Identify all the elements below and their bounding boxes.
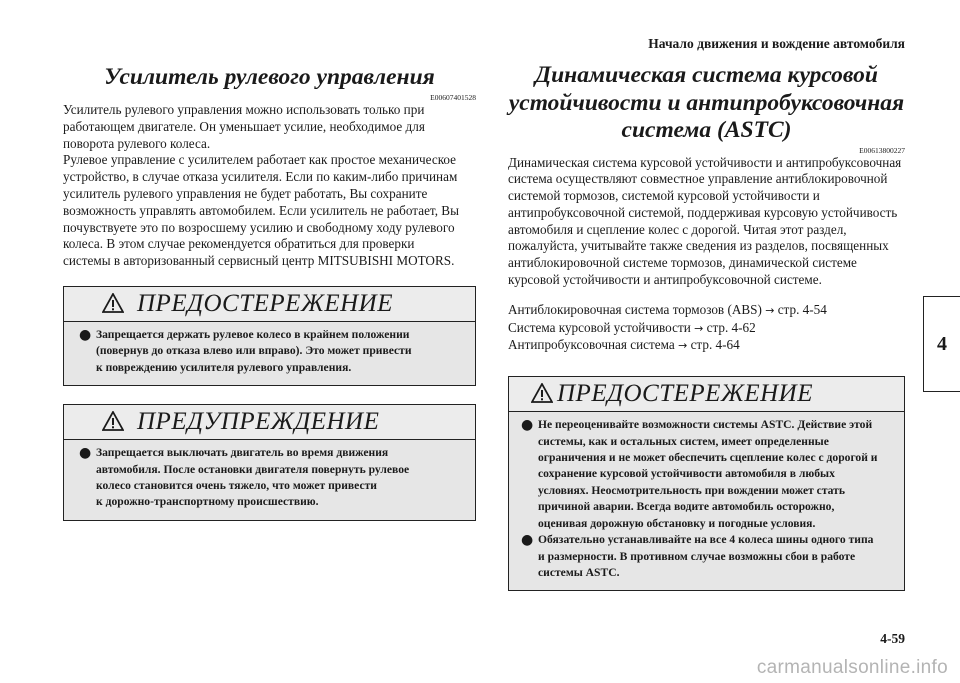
astc-paragraph-1: Динамическая система курсовой устойчивости и антипробуксовочная система осуществляют совместное управление антиблокировочной системой тормозов, системой курсовой устойчивости и антипробуксовочной системой, поддерживая курсовую устойчивость автомобиля и сцепление колес с дорогой. Читая этот раздел, пожалуйста, учитывайте также сведения из разделов, посвященных антиблокировочной системе тормозов, динамической системе курсовой устойчивости и антипробуксовочной системе.	[508, 154, 902, 288]
warning-item-text: Обязательно устанавливайте на все 4 колеса шины одного типа и размерности. В противном случае возможны сбои в работе системы ASTC.	[538, 533, 874, 579]
reference-stability[interactable]: Система курсовой устойчивости → стр. 4-62	[508, 319, 756, 335]
warning-box-body	[64, 322, 475, 385]
warning-box-label: ПРЕДОСТЕРЕЖЕНИЕ	[557, 380, 813, 408]
warning-item	[521, 417, 898, 532]
watermark: carmanualsonline.info	[756, 657, 948, 678]
bullet-icon: ●	[79, 445, 92, 462]
astc-code: E00613800227	[859, 145, 905, 155]
warning-item-text: Не переоценивайте возможности системы ASTC. Действие этой системы, как и остальных систем, имеет определенные ограничения и не может обеспечить сцепление колес с дорогой и сохранение курсовой устойчивости автомобиля в любых условиях. Неосмотрительность при вождении может стать причиной аварии. Всегда водите автомобиль осторожно, оценивая дорожную обстановку и погодные условия.	[538, 418, 878, 530]
astc-section	[508, 62, 905, 591]
chapter-tab[interactable]: 4	[923, 296, 960, 392]
astc-warning-box	[508, 376, 905, 591]
warning-item-text: Запрещается держать рулевое колесо в крайнем положении (повернув до отказа влево или вправо). Это может привести к повреждению усилителя рулевого управления.	[96, 327, 412, 374]
warning-item	[521, 532, 898, 581]
arrow-right-icon: →	[694, 321, 704, 335]
page-number: 4-59	[880, 631, 905, 646]
warning-triangle-icon	[102, 411, 124, 431]
arrow-right-icon: →	[765, 303, 775, 317]
power-steering-paragraph-1: Усилитель рулевого управления можно использовать только при работающем двигателе. Он уменьшает усилие, необходимое для поворота рулевого колеса.	[63, 102, 425, 151]
power-steering-caution-box	[63, 404, 476, 521]
reference-abs[interactable]: Антиблокировочная система тормозов (ABS) → стр. 4-54	[508, 301, 827, 317]
warning-item	[79, 327, 465, 376]
power-steering-section	[63, 62, 476, 521]
warning-box-header	[509, 377, 904, 412]
bullet-icon: ●	[79, 326, 92, 343]
page-header: Начало движения и вождение автомобиля	[648, 36, 905, 51]
bullet-icon: ●	[521, 417, 534, 434]
reference-traction[interactable]: Антипробуксовочная система → стр. 4-64	[508, 337, 740, 353]
caution-box-header	[64, 405, 475, 440]
arrow-right-icon: →	[678, 339, 688, 353]
bullet-icon: ●	[521, 532, 534, 549]
warning-box-body	[509, 412, 904, 590]
astc-title: Динамическая система курсовой устойчивости и антипробуксовочная система (ASTC)	[508, 62, 905, 143]
caution-item-text: Запрещается выключать двигатель во время движения автомобиля. После остановки двигателя повернуть рулевое колесо становится очень тяжело, что может привести к дорожно-транспортному происшествию.	[96, 446, 410, 509]
warning-triangle-icon	[531, 383, 553, 403]
power-steering-warning-box	[63, 286, 476, 386]
caution-item	[79, 445, 465, 511]
warning-triangle-icon	[102, 293, 124, 313]
power-steering-title: Усилитель рулевого управления	[104, 64, 435, 90]
power-steering-code: E00607401528	[430, 93, 476, 102]
caution-box-label: ПРЕДУПРЕЖДЕНИЕ	[137, 408, 380, 436]
caution-box-body	[64, 440, 475, 520]
astc-references	[508, 302, 905, 355]
warning-box-header	[64, 287, 475, 322]
power-steering-paragraph-2: Рулевое управление с усилителем работает как простое механическое устройство, в случае отказа усилителя. Если по каким-либо причинам усилитель рулевого управления не будет работать, Вы сохраните возможность управлять автомобилем. Если усилитель не работает, Вы почувствуете это по возросшему усилию и свободному ходу рулевого колеса. В этом случае рекомендуется обратиться для проверки системы в авторизованный сервисный центр MITSUBISHI MOTORS.	[63, 152, 459, 269]
warning-box-label: ПРЕДОСТЕРЕЖЕНИЕ	[137, 289, 393, 317]
